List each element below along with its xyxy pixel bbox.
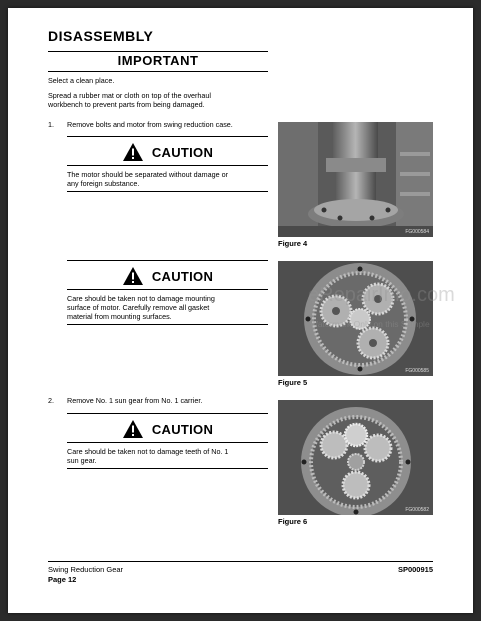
- caution-2-line-1: Care should be taken not to damage mounting: [67, 294, 215, 303]
- important-line-2: Spread a rubber mat or cloth on top of the overhaul: [48, 91, 212, 100]
- caution-1-line-1: The motor should be separated without damage or: [67, 170, 229, 179]
- important-title: IMPORTANT: [117, 53, 199, 68]
- footer-doc-code: SP000915: [397, 565, 433, 574]
- figure-4-label: Figure 4: [278, 239, 308, 248]
- caution-1-bottom-rule: [67, 191, 268, 192]
- caution-1-body: [67, 170, 268, 188]
- caution-2-line-3: material from mounting surfaces.: [67, 312, 172, 321]
- important-line-1: Select a clean place.: [48, 76, 115, 85]
- manual-page: [8, 8, 473, 613]
- caution-1-mid-rule: [67, 165, 268, 166]
- warning-triangle-icon: [122, 266, 144, 286]
- caution-1-line-2: any foreign substance.: [67, 179, 140, 188]
- caution-1-title: CAUTION: [151, 144, 214, 160]
- caution-2-body: [67, 294, 268, 321]
- step-2-text: Remove No. 1 sun gear from No. 1 carrier.: [67, 396, 203, 405]
- caution-1-header: [67, 141, 268, 163]
- caution-3-body: [67, 447, 268, 465]
- caution-2-line-2: surface of motor. Carefully remove all gasket: [67, 303, 210, 312]
- warning-triangle-icon: [122, 142, 144, 162]
- figure-5-label: Figure 5: [278, 378, 308, 387]
- caution-3-line-2: sun gear.: [67, 456, 97, 465]
- figure-4-photo: [278, 122, 433, 237]
- caution-3-title: CAUTION: [151, 421, 214, 437]
- caution-2-bottom-rule: [67, 324, 268, 325]
- caution-3-bottom-rule: [67, 468, 268, 469]
- step-1-text: Remove bolts and motor from swing reduction case.: [67, 120, 233, 129]
- caution-1-top-rule: [67, 136, 268, 137]
- figure-4-code: FG000584: [405, 229, 429, 235]
- step-1-number: 1.: [48, 120, 54, 129]
- important-bottom-rule: [48, 71, 268, 72]
- watermark-brand: eRepairInfo.com: [308, 284, 455, 306]
- figure-6-code: FG000582: [405, 507, 429, 513]
- figure-5-code: FG000585: [405, 368, 429, 374]
- caution-3-header: [67, 418, 268, 440]
- footer-section-name: Swing Reduction Gear: [48, 565, 124, 574]
- important-line-3: workbench to prevent parts from being damaged.: [48, 100, 205, 109]
- caution-2-top-rule: [67, 260, 268, 261]
- section-title: DISASSEMBLY: [48, 28, 154, 44]
- caution-3-line-1: Care should be taken not to damage teeth of No. 1: [67, 447, 229, 456]
- caution-3-top-rule: [67, 413, 268, 414]
- watermark-notice: Watermark Only on this Sample: [310, 319, 430, 329]
- caution-3-mid-rule: [67, 442, 268, 443]
- figure-6-label: Figure 6: [278, 517, 308, 526]
- important-top-rule: [48, 51, 268, 52]
- warning-triangle-icon: [122, 419, 144, 439]
- caution-2-header: [67, 265, 268, 287]
- caution-2-mid-rule: [67, 289, 268, 290]
- caution-2-title: CAUTION: [151, 268, 214, 284]
- footer-page-number: Page 12: [48, 575, 77, 584]
- footer-rule: [48, 561, 433, 562]
- step-2-number: 2.: [48, 396, 54, 405]
- figure-6-photo: [278, 400, 433, 515]
